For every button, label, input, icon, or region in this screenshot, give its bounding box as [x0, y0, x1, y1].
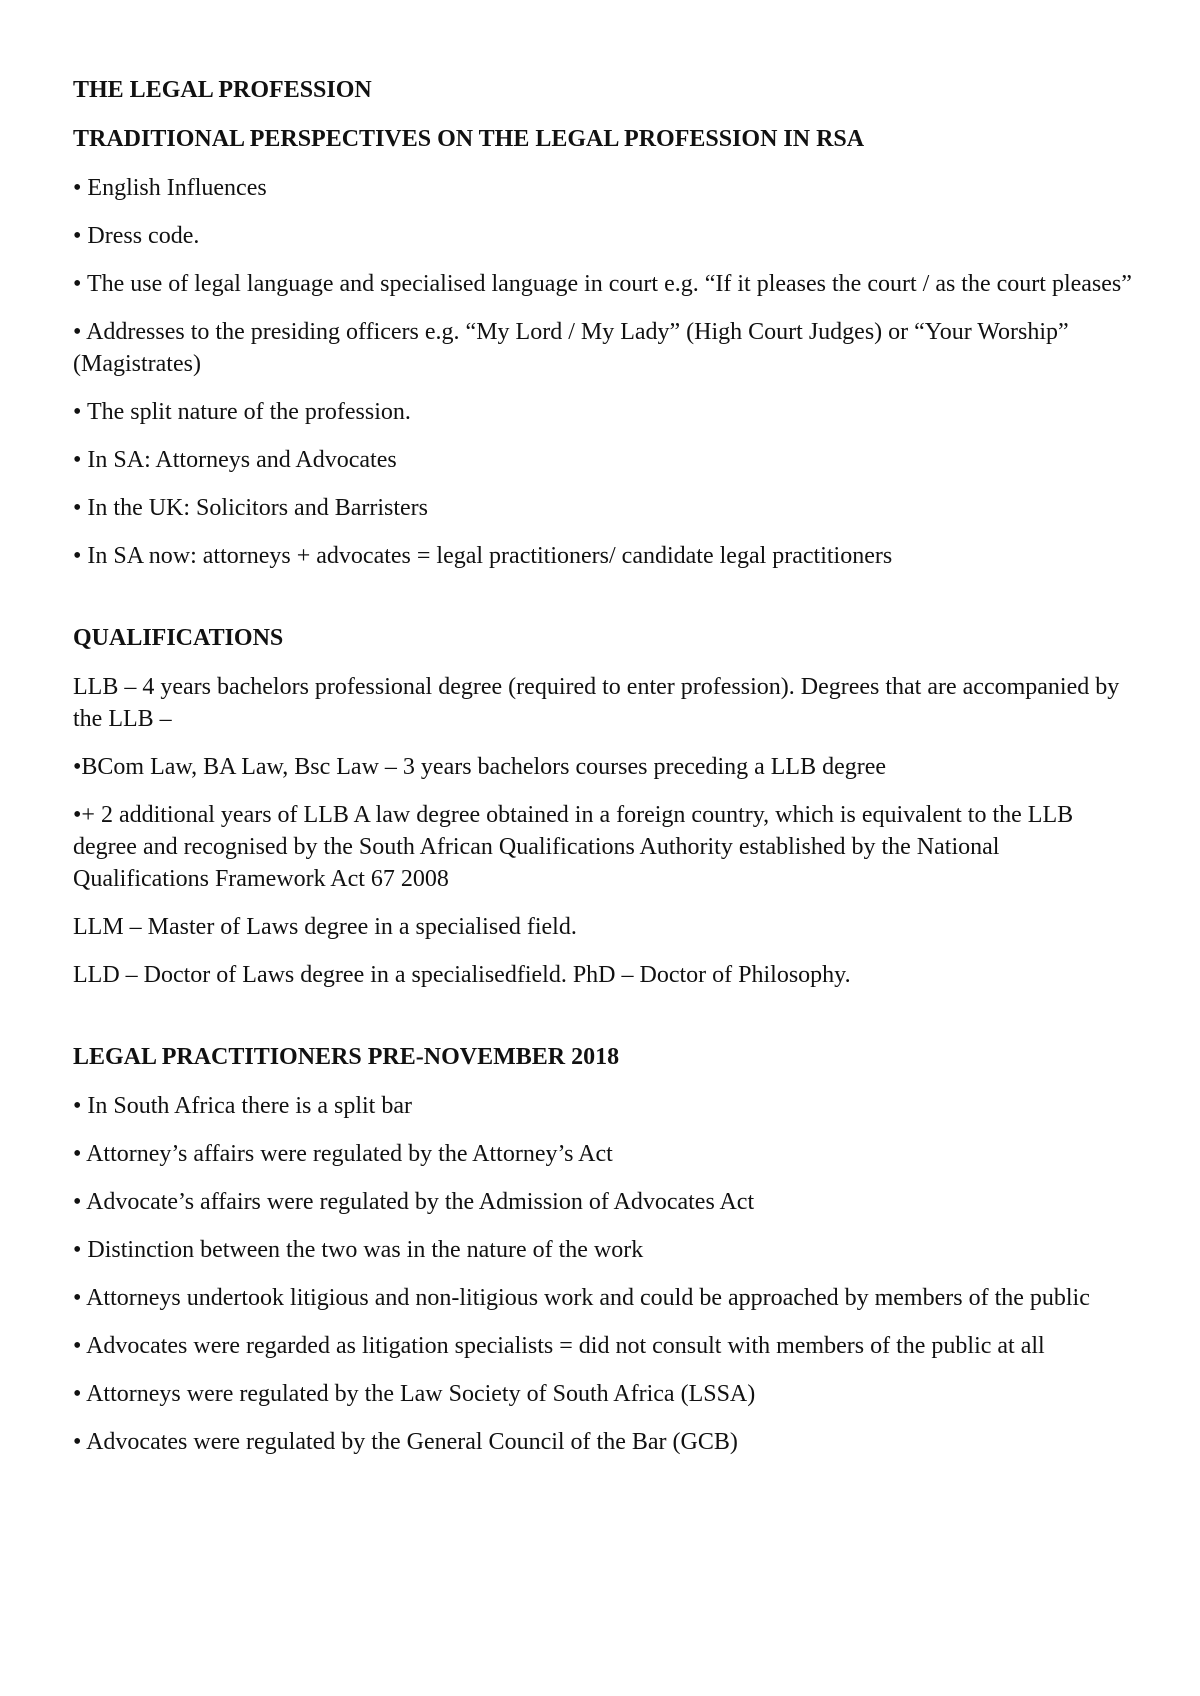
list-item: • Addresses to the presiding officers e.g. “My Lord / My Lady” (High Court Judges) or “Your Worship” (Magistrates): [73, 319, 1069, 377]
section-spacer: [73, 1007, 1133, 1041]
section-heading-qualifications: QUALIFICATIONS: [73, 625, 284, 651]
list-item: LLD – Doctor of Laws degree in a specialisedfield. PhD – Doctor of Philosophy.: [73, 962, 851, 988]
list-item: • Attorneys were regulated by the Law Society of South Africa (LSSA): [73, 1381, 756, 1407]
list-item: LLB – 4 years bachelors professional degree (required to enter profession). Degrees that are accompanied by the LLB –: [73, 674, 1120, 732]
list-item: • In SA now: attorneys + advocates = legal practitioners/ candidate legal practitioners: [73, 543, 893, 569]
list-item: • English Influences: [73, 175, 267, 201]
section-spacer: [73, 588, 1133, 622]
list-item: • Advocate’s affairs were regulated by the Admission of Advocates Act: [73, 1189, 755, 1215]
list-item: • Dress code.: [73, 223, 200, 249]
section-heading-legal-practitioners: LEGAL PRACTITIONERS PRE-NOVEMBER 2018: [73, 1044, 620, 1070]
list-item: • The split nature of the profession.: [73, 399, 411, 425]
list-item: • In South Africa there is a split bar: [73, 1093, 412, 1119]
list-item: •+ 2 additional years of LLB A law degree obtained in a foreign country, which is equivalent to the LLB degree and recognised by the South African Qualifications Authority established by the National Qualifications Framework Act 67 2008: [73, 802, 1074, 892]
list-item: • The use of legal language and specialised language in court e.g. “If it pleases the court / as the court pleases”: [73, 271, 1132, 297]
document-page: [73, 74, 1133, 1474]
list-item: • Attorney’s affairs were regulated by the Attorney’s Act: [73, 1141, 613, 1167]
list-item: • Distinction between the two was in the nature of the work: [73, 1237, 644, 1263]
list-item: LLM – Master of Laws degree in a specialised field.: [73, 914, 577, 940]
list-item: • Advocates were regarded as litigation specialists = did not consult with members of the public at all: [73, 1333, 1045, 1359]
document-title: THE LEGAL PROFESSION: [73, 77, 372, 103]
list-item: • In SA: Attorneys and Advocates: [73, 447, 397, 473]
list-item: • Advocates were regulated by the General Council of the Bar (GCB): [73, 1429, 738, 1455]
section-heading-traditional: TRADITIONAL PERSPECTIVES ON THE LEGAL PROFESSION IN RSA: [73, 126, 865, 152]
list-item: •BCom Law, BA Law, Bsc Law – 3 years bachelors courses preceding a LLB degree: [73, 754, 887, 780]
list-item: • In the UK: Solicitors and Barristers: [73, 495, 429, 521]
list-item: • Attorneys undertook litigious and non-litigious work and could be approached by members of the public: [73, 1285, 1090, 1311]
